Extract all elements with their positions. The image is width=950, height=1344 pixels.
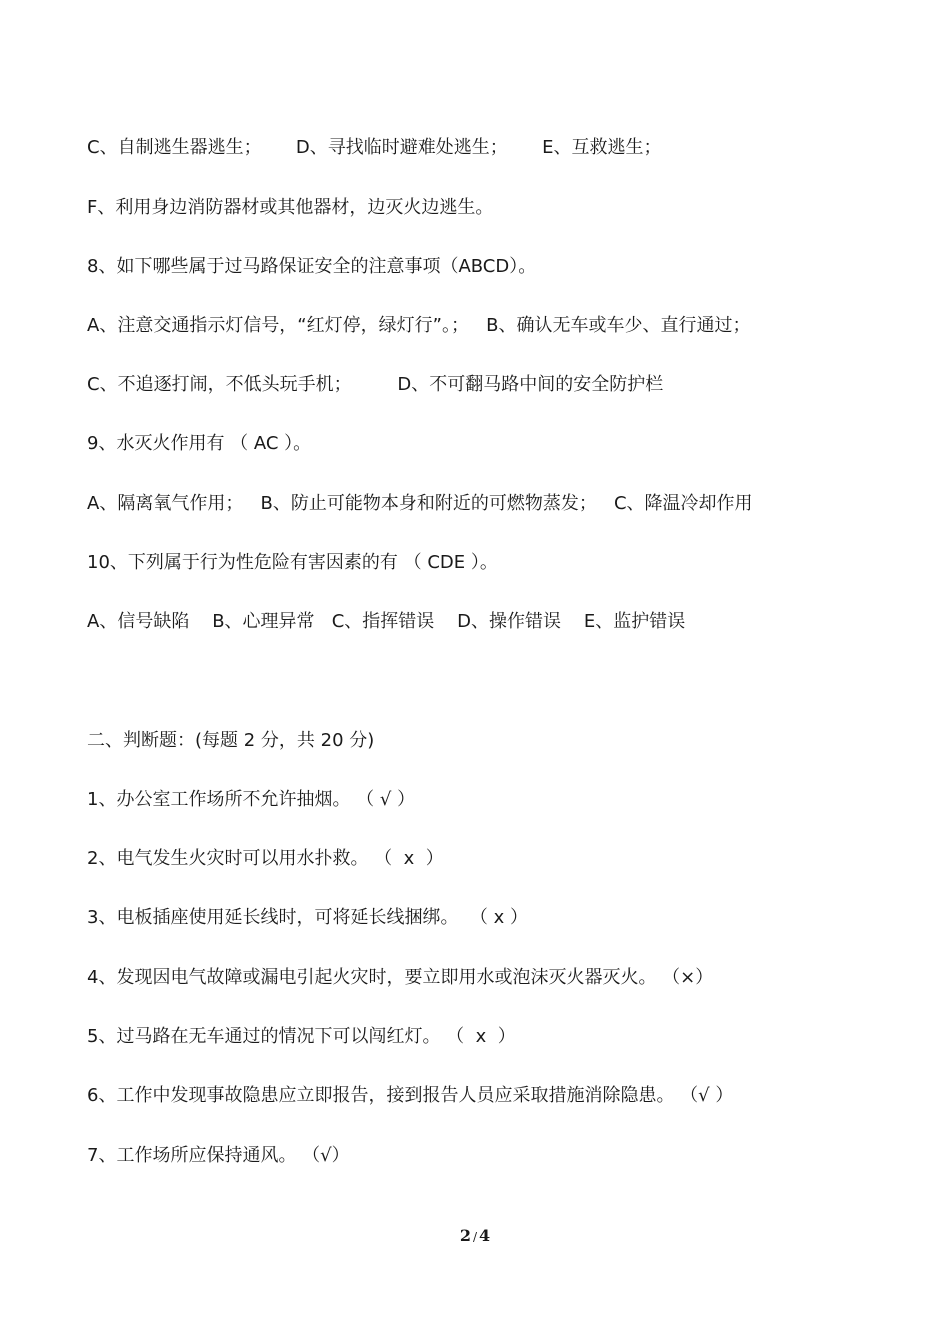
page-number	[0, 1226, 950, 1245]
option-line-q7-f: F、利用身边消防器材或其他器材，边灭火边逃生。	[87, 197, 494, 218]
tf-question-2: 2、电气发生火灾时可以用水扑救。 （ x ）	[87, 848, 444, 869]
tf-question-1: 1、办公室工作场所不允许抽烟。 （ √ ）	[87, 789, 416, 810]
option-line-q10: A、信号缺陷 B、心理异常 C、指挥错误 D、操作错误 E、监护错误	[87, 611, 686, 632]
tf-question-6: 6、工作中发现事故隐患应立即报告，接到报告人员应采取措施消除隐患。 （√ ）	[87, 1085, 734, 1106]
option-line-q8-c-d: C、不追逐打闹，不低头玩手机； D、不可翻马路中间的安全防护栏	[87, 374, 664, 395]
tf-question-3: 3、电板插座使用延长线时，可将延长线捆绑。 （ x ）	[87, 907, 528, 928]
question-10: 10、下列属于行为性危险有害因素的有 （ CDE ）。	[87, 552, 498, 573]
question-9: 9、水灭火作用有 （ AC ）。	[87, 433, 312, 454]
option-line-q8-a-b: A、注意交通指示灯信号，“红灯停，绿灯行”。； B、确认无车或车少、直行通过；	[87, 315, 751, 336]
option-line-q7-c-e: C、自制逃生器逃生； D、寻找临时避难处逃生； E、互救逃生；	[87, 137, 662, 158]
page-number-total: 4	[479, 1226, 491, 1245]
tf-question-7: 7、工作场所应保持通风。 （√）	[87, 1145, 350, 1166]
page-number-separator: /	[472, 1230, 478, 1244]
section-heading-true-false: 二、判断题：(每题 2 分，共 20 分)	[87, 730, 375, 751]
page-number-current: 2	[459, 1226, 471, 1245]
question-8: 8、如下哪些属于过马路保证安全的注意事项（ABCD）。	[87, 256, 537, 277]
tf-question-5: 5、过马路在无车通过的情况下可以闯红灯。 （ x ）	[87, 1026, 516, 1047]
tf-question-4: 4、发现因电气故障或漏电引起火灾时，要立即用水或泡沫灭火器灭火。 （×）	[87, 967, 714, 988]
option-line-q9: A、隔离氧气作用； B、防止可能物本身和附近的可燃物蒸发； C、降温冷却作用	[87, 493, 753, 514]
